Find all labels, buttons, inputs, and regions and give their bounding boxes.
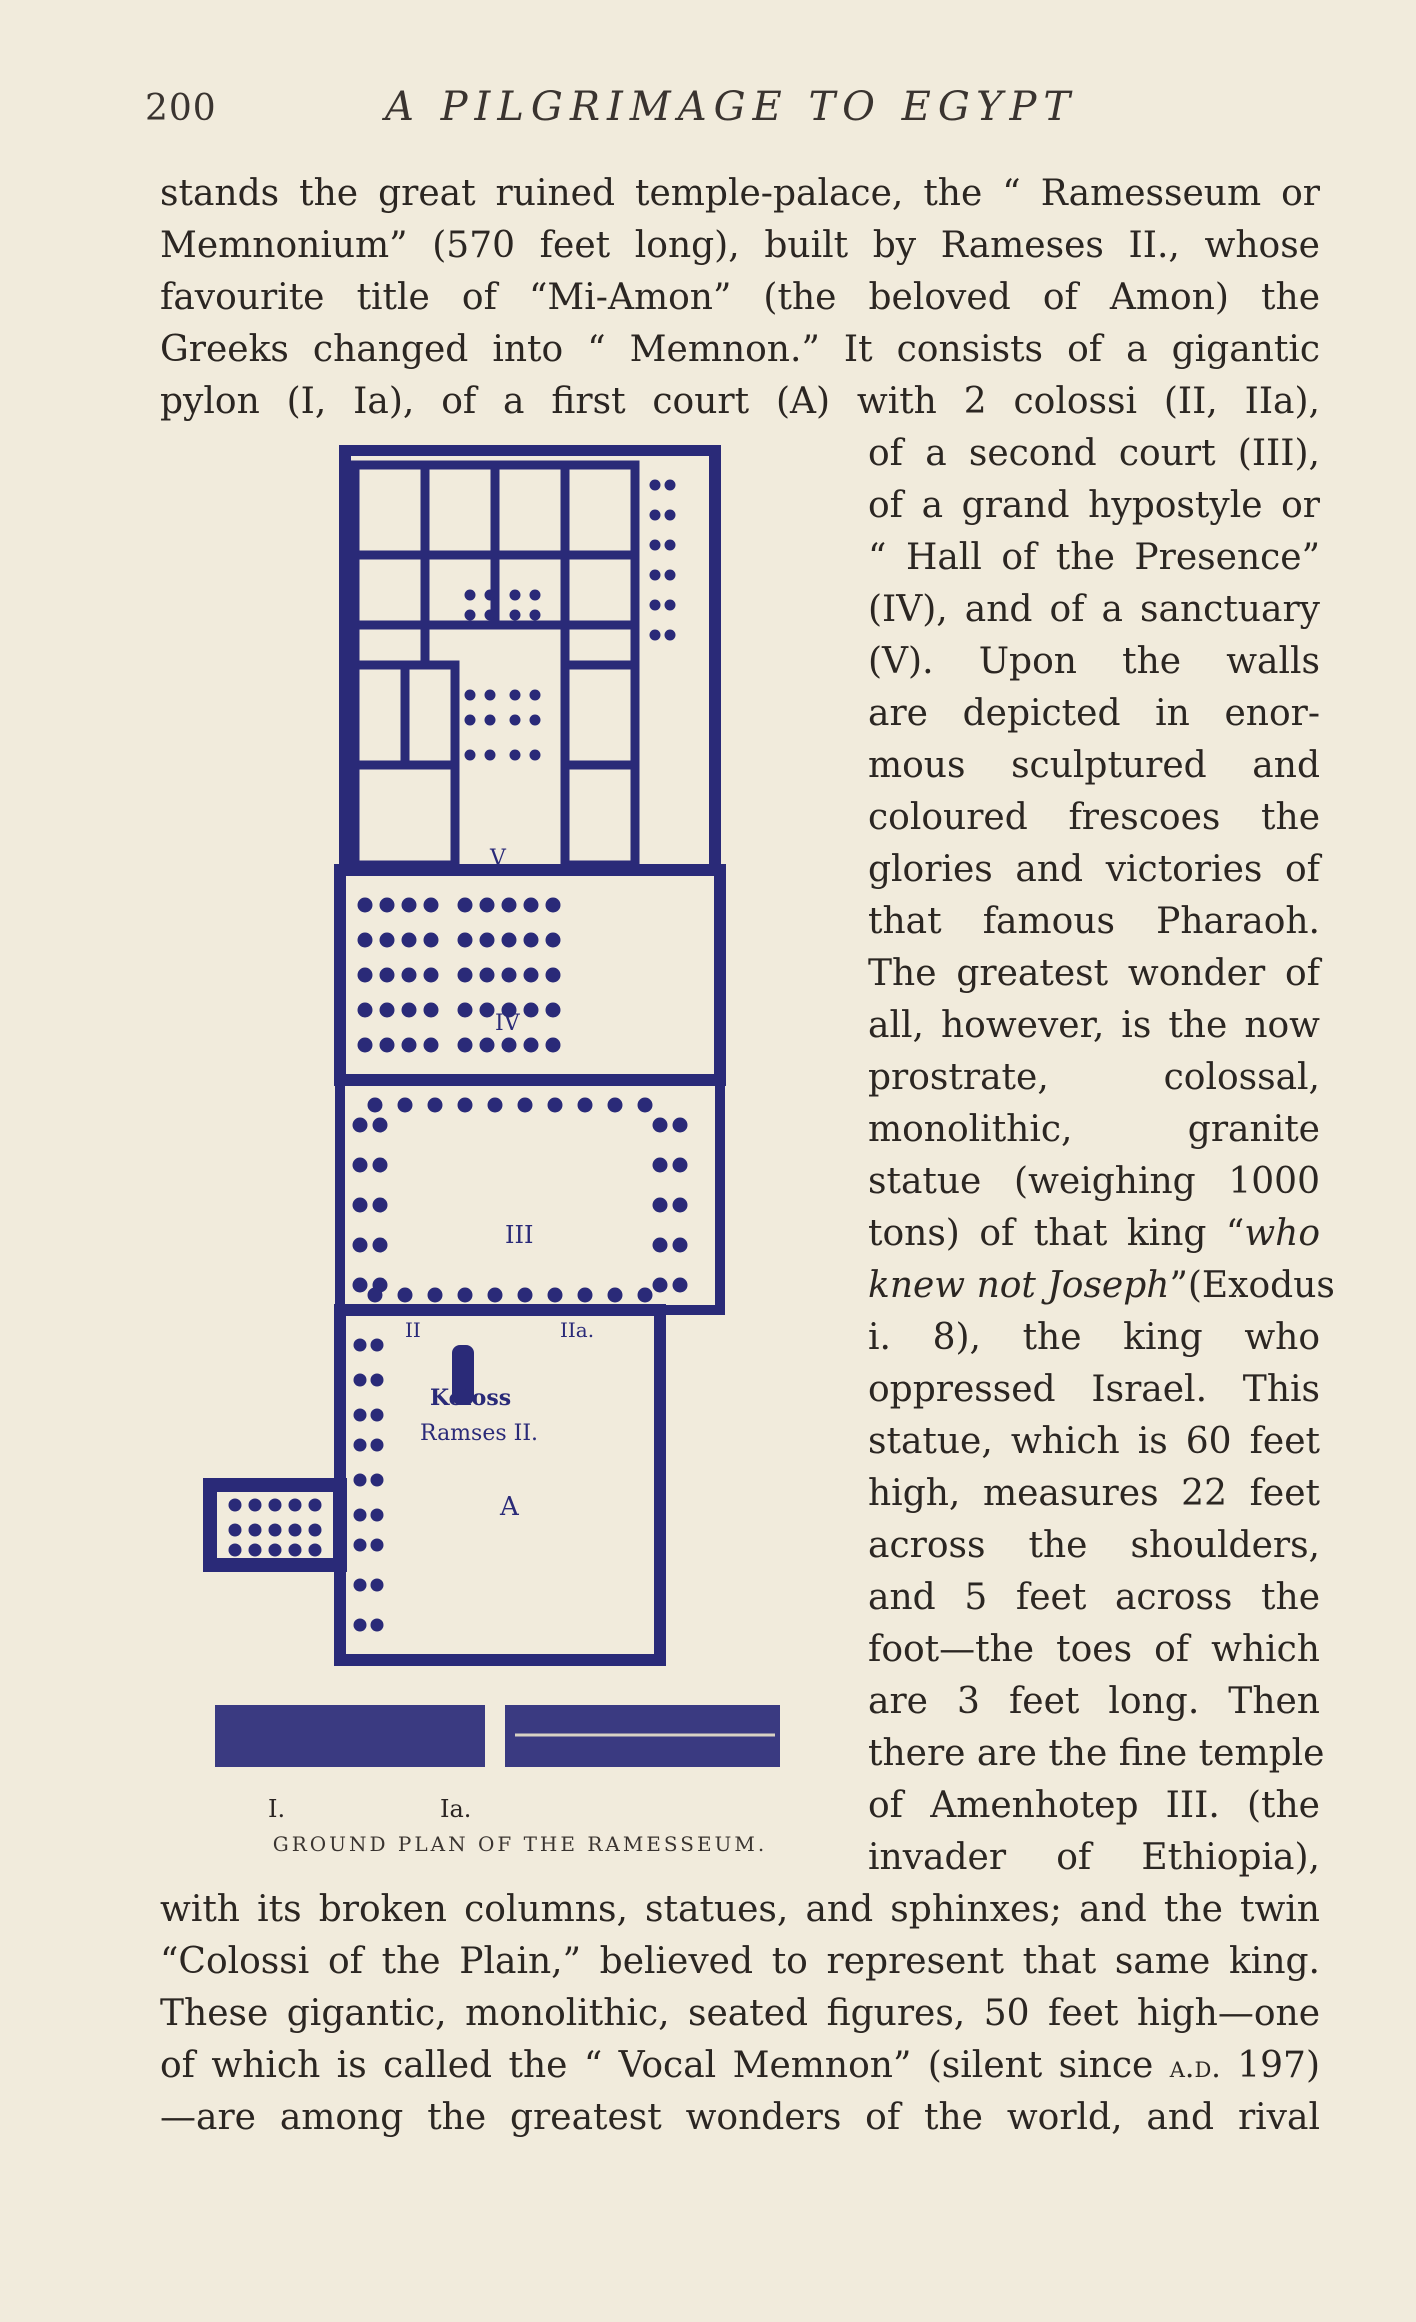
column-dot: [371, 1509, 383, 1521]
column-dot: [424, 968, 438, 982]
text-line: are depicted in enor-: [868, 693, 1320, 734]
column-dot: [673, 1118, 687, 1132]
column-dot: [673, 1158, 687, 1172]
text-line: of a second court (III),: [868, 433, 1320, 474]
column-dot: [608, 1098, 622, 1112]
column-dot: [402, 1038, 416, 1052]
text-line: that famous Pharaoh.: [868, 901, 1320, 942]
text-line: prostrate, colossal,: [868, 1057, 1320, 1098]
column-dot: [458, 1003, 472, 1017]
column-dot: [354, 1474, 366, 1486]
column-dot: [289, 1544, 301, 1556]
column-dot: [578, 1098, 592, 1112]
column-dot: [229, 1499, 241, 1511]
column-dot: [354, 1579, 366, 1591]
column-dot: [480, 933, 494, 947]
text-segment: of which is called the “ Vocal Memnon” (silent since: [160, 2045, 1154, 2086]
column-dot: [458, 898, 472, 912]
column-dot: [578, 1288, 592, 1302]
column-dot: [398, 1288, 412, 1302]
text-line: all, however, is the now: [868, 1005, 1320, 1046]
column-dot: [371, 1539, 383, 1551]
column-dot: [458, 1098, 472, 1112]
text-line: These gigantic, monolithic, seated figures, 50 feet high—one: [160, 1993, 1320, 2034]
column-dot: [608, 1288, 622, 1302]
text-line: statue, which is 60 feet: [868, 1421, 1320, 1462]
column-dot: [665, 600, 675, 610]
label-ramses: Ramses II.: [420, 1421, 539, 1446]
column-dot: [465, 590, 475, 600]
text-line: invader of Ethiopia),: [868, 1837, 1320, 1878]
column-dot: [358, 898, 372, 912]
column-dot: [373, 1198, 387, 1212]
text-line: oppressed Israel. This: [868, 1369, 1320, 1410]
text-line: coloured frescoes the: [868, 797, 1320, 838]
column-dot: [465, 715, 475, 725]
column-dot: [524, 1003, 538, 1017]
column-dot: [530, 715, 540, 725]
column-dot: [485, 750, 495, 760]
column-dot: [653, 1118, 667, 1132]
column-dot: [673, 1278, 687, 1292]
column-dot: [368, 1288, 382, 1302]
column-dot: [371, 1619, 383, 1631]
column-dot: [371, 1579, 383, 1591]
column-dot: [289, 1524, 301, 1536]
column-dot: [465, 750, 475, 760]
column-dot: [546, 968, 560, 982]
italic-knew-not-joseph: knew not Joseph: [868, 1265, 1170, 1306]
column-dot: [485, 690, 495, 700]
column-dot: [650, 570, 660, 580]
column-dot: [354, 1539, 366, 1551]
text-line: there are the fine temple: [868, 1733, 1325, 1774]
small-caps-ad: a.d.: [1169, 2050, 1221, 2085]
column-dot: [458, 933, 472, 947]
column-dot: [650, 540, 660, 550]
text-line: “ Hall of the Presence”: [868, 537, 1320, 578]
column-dot: [354, 1509, 366, 1521]
text-line: “Colossi of the Plain,” believed to represent that same king.: [160, 1941, 1320, 1982]
column-dot: [358, 968, 372, 982]
column-dot: [373, 1118, 387, 1132]
column-dot: [465, 610, 475, 620]
text-line: (IV), and of a sanctuary: [868, 589, 1320, 630]
page-number: 200: [145, 88, 217, 129]
ground-plan-figure: [165, 445, 865, 1845]
column-dot: [371, 1474, 383, 1486]
column-dot: [673, 1198, 687, 1212]
column-dot: [354, 1439, 366, 1451]
column-dot: [249, 1544, 261, 1556]
column-dot: [354, 1619, 366, 1631]
column-dot: [353, 1118, 367, 1132]
label-koloss: Koloss: [430, 1385, 512, 1411]
column-dot: [353, 1278, 367, 1292]
column-dot: [524, 898, 538, 912]
text-line: [868, 1260, 1335, 1312]
column-dot: [488, 1098, 502, 1112]
column-dot: [354, 1339, 366, 1351]
column-dot: [368, 1098, 382, 1112]
column-dot: [402, 968, 416, 982]
column-dot: [530, 590, 540, 600]
column-dot: [428, 1288, 442, 1302]
column-dot: [424, 898, 438, 912]
column-dot: [510, 690, 520, 700]
column-dot: [289, 1499, 301, 1511]
label-pylon-i: I.: [268, 1795, 286, 1823]
column-dot: [424, 1003, 438, 1017]
column-dot: [548, 1098, 562, 1112]
column-dot: [653, 1158, 667, 1172]
column-dot: [358, 1038, 372, 1052]
column-dot: [638, 1098, 652, 1112]
column-dot: [502, 898, 516, 912]
column-dot: [653, 1198, 667, 1212]
column-dot: [380, 1038, 394, 1052]
column-dot: [650, 480, 660, 490]
column-dot: [402, 898, 416, 912]
text-line: [160, 2040, 1320, 2092]
text-line: mous sculptured and: [868, 745, 1320, 786]
text-line: The greatest wonder of: [868, 953, 1320, 994]
column-dot: [428, 1098, 442, 1112]
column-dot: [269, 1524, 281, 1536]
column-dot: [502, 1038, 516, 1052]
running-head: [145, 80, 1320, 140]
column-dot: [485, 715, 495, 725]
column-dot: [249, 1524, 261, 1536]
column-dot: [458, 1288, 472, 1302]
column-dot: [546, 933, 560, 947]
column-dot: [546, 1038, 560, 1052]
column-dot: [485, 610, 495, 620]
column-dot: [530, 750, 540, 760]
text-line: —are among the greatest wonders of the world, and rival: [160, 2097, 1320, 2138]
column-dot: [650, 630, 660, 640]
column-dot: [309, 1544, 321, 1556]
label-colossus-iia: IIa.: [560, 1318, 595, 1342]
column-dot: [371, 1409, 383, 1421]
column-dot: [229, 1524, 241, 1536]
column-dot: [380, 933, 394, 947]
column-dot: [249, 1499, 261, 1511]
text-line: across the shoulders,: [868, 1525, 1320, 1566]
column-dot: [673, 1238, 687, 1252]
label-pylon-ia: Ia.: [440, 1795, 472, 1823]
column-dot: [653, 1278, 667, 1292]
text-line: glories and victories of: [868, 849, 1320, 890]
column-dot: [269, 1499, 281, 1511]
text-line: [868, 1208, 1320, 1260]
label-court-a: A: [500, 1492, 519, 1522]
text-line: favourite title of “Mi-Amon” (the beloved of Amon) the: [160, 277, 1320, 318]
column-dot: [510, 590, 520, 600]
column-dot: [510, 750, 520, 760]
column-dot: [665, 630, 675, 640]
column-dot: [353, 1238, 367, 1252]
column-dot: [480, 1038, 494, 1052]
column-dot: [358, 1003, 372, 1017]
column-dot: [480, 898, 494, 912]
column-dot: [518, 1288, 532, 1302]
column-dot: [653, 1238, 667, 1252]
book-title: A PILGRIMAGE TO EGYPT: [385, 84, 1078, 130]
column-dot: [309, 1524, 321, 1536]
text-line: Greeks changed into “ Memnon.” It consists of a gigantic: [160, 329, 1320, 370]
column-dot: [546, 1003, 560, 1017]
column-dot: [353, 1198, 367, 1212]
column-dot: [380, 1003, 394, 1017]
label-hypostyle: IV: [495, 1011, 520, 1036]
column-dot: [424, 1038, 438, 1052]
column-dot: [502, 933, 516, 947]
column-dot: [530, 690, 540, 700]
column-dot: [371, 1339, 383, 1351]
column-dot: [358, 933, 372, 947]
column-dot: [353, 1158, 367, 1172]
column-dot: [665, 570, 675, 580]
column-dot: [665, 480, 675, 490]
text-segment: ”(Exodus: [1169, 1265, 1335, 1306]
column-dot: [402, 933, 416, 947]
column-dot: [530, 610, 540, 620]
column-dot: [269, 1544, 281, 1556]
column-dot: [650, 600, 660, 610]
column-dot: [502, 968, 516, 982]
text-line: foot—the toes of which: [868, 1629, 1320, 1670]
column-dot: [510, 610, 520, 620]
text-line: monolithic, granite: [868, 1109, 1320, 1150]
column-dot: [518, 1098, 532, 1112]
column-dot: [638, 1288, 652, 1302]
text-line: are 3 feet long. Then: [868, 1681, 1320, 1722]
text-line: pylon (I, Ia), of a first court (A) with 2 colossi (II, IIa),: [160, 381, 1320, 422]
column-dot: [424, 933, 438, 947]
column-dot: [309, 1499, 321, 1511]
text-line: Memnonium” (570 feet long), built by Rameses II., whose: [160, 225, 1320, 266]
text-line: with its broken columns, statues, and sphinxes; and the twin: [160, 1889, 1320, 1930]
column-dot: [373, 1158, 387, 1172]
figure-caption: GROUND PLAN OF THE RAMESSEUM.: [272, 1832, 768, 1856]
column-dot: [354, 1409, 366, 1421]
column-dot: [488, 1288, 502, 1302]
text-line: of Amenhotep III. (the: [868, 1785, 1320, 1826]
column-dot: [229, 1544, 241, 1556]
column-dot: [650, 510, 660, 520]
column-dot: [402, 1003, 416, 1017]
column-dot: [398, 1098, 412, 1112]
column-dot: [524, 933, 538, 947]
label-sanctuary: V: [490, 846, 506, 871]
label-colossus-ii: II: [405, 1318, 421, 1342]
column-dot: [380, 898, 394, 912]
column-dot: [373, 1238, 387, 1252]
text-line: and 5 feet across the: [868, 1577, 1320, 1618]
italic-who: who: [1244, 1213, 1320, 1254]
text-line: (V). Upon the walls: [868, 641, 1320, 682]
column-dot: [665, 510, 675, 520]
text-segment: tons) of that king “: [868, 1213, 1245, 1254]
text-line: of a grand hypostyle or: [868, 485, 1320, 526]
column-dot: [371, 1374, 383, 1386]
column-dot: [354, 1374, 366, 1386]
text-line: statue (weighing 1000: [868, 1161, 1320, 1202]
column-dot: [458, 968, 472, 982]
column-dot: [546, 898, 560, 912]
column-dot: [480, 968, 494, 982]
column-dot: [665, 540, 675, 550]
column-dot: [485, 590, 495, 600]
label-second-court: III: [505, 1221, 534, 1249]
text-segment: 197): [1220, 2045, 1320, 2086]
column-dot: [510, 715, 520, 725]
column-dot: [524, 968, 538, 982]
column-dot: [548, 1288, 562, 1302]
column-dot: [371, 1439, 383, 1451]
text-line: stands the great ruined temple-palace, the “ Ramesseum or: [160, 173, 1320, 214]
column-dot: [524, 1038, 538, 1052]
column-dot: [465, 690, 475, 700]
column-dot: [480, 1003, 494, 1017]
text-line: high, measures 22 feet: [868, 1473, 1320, 1514]
column-dot: [458, 1038, 472, 1052]
column-dot: [380, 968, 394, 982]
text-line: i. 8), the king who: [868, 1317, 1320, 1358]
